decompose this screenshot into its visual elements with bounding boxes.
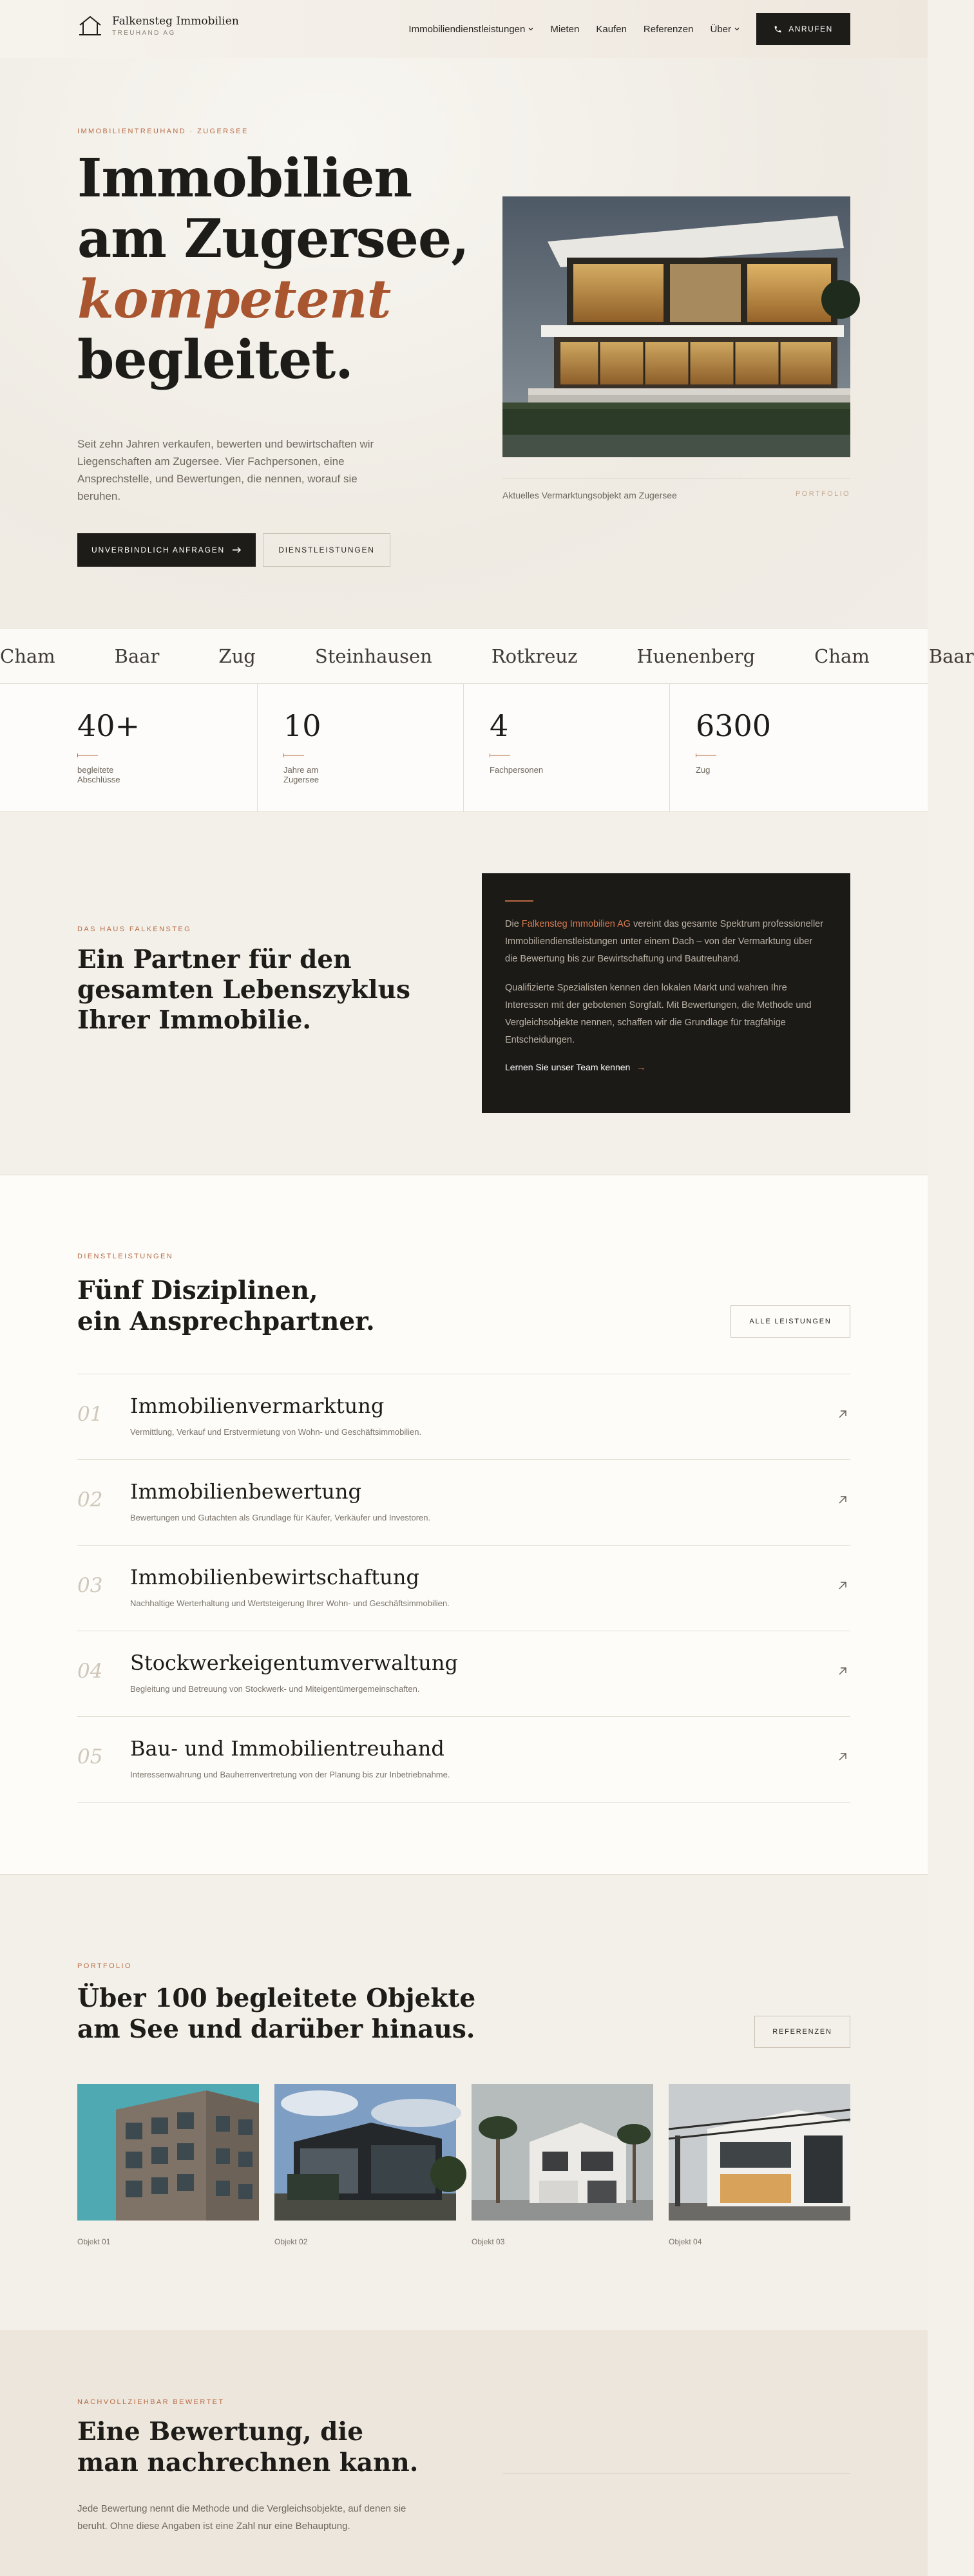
stat-item xyxy=(0,684,258,812)
phone-icon xyxy=(774,25,782,33)
stats-bar xyxy=(0,684,928,812)
object-label: Objekt 01 xyxy=(77,2237,111,2246)
object-label: Objekt 02 xyxy=(274,2237,308,2246)
ticker-item: Cham xyxy=(814,645,870,667)
arrow-up-right-icon xyxy=(837,1409,848,1419)
nav-kaufen[interactable]: Kaufen xyxy=(596,23,627,35)
stat-value: 10 xyxy=(283,708,321,743)
hero-property-photo xyxy=(502,196,850,457)
ticker-item: Baar xyxy=(928,645,974,667)
service-number: 01 xyxy=(77,1403,103,1426)
portfolio-object[interactable] xyxy=(274,2084,456,2246)
services-button[interactable]: DIENSTLEISTUNGEN xyxy=(263,533,390,567)
nav-mieten[interactable]: Mieten xyxy=(550,23,580,35)
portfolio-object[interactable] xyxy=(472,2084,653,2246)
service-description: Vermittlung, Verkauf und Erstvermietung von Wohn- und Geschäftsimmobilien. xyxy=(130,1427,422,1437)
stat-label: begleitete Abschlüsse xyxy=(77,765,120,784)
nav-referenzen[interactable]: Referenzen xyxy=(643,23,694,35)
arrow-right-icon: → xyxy=(636,1062,646,1072)
object-label: Objekt 04 xyxy=(669,2237,702,2246)
arrow-up-right-icon xyxy=(837,1752,848,1762)
arrow-up-right-icon xyxy=(837,1580,848,1591)
valuation-lead: Jede Bewertung nennt die Methode und die Vergleichsobjekte, auf denen sie beruht. Ohne diese Angaben ist eine Zahl nur eine Behauptung. xyxy=(77,2503,406,2532)
valuation-title: Eine Bewertung, die man nachrechnen kann. xyxy=(77,2417,419,2477)
stat-divider-mark xyxy=(490,753,510,757)
partner-section xyxy=(0,812,928,1175)
stat-item xyxy=(258,684,464,812)
partner-paragraph-2: Qualifizierte Spezialisten kennen den lokalen Markt und wahren Ihre Interessen mit der gebotenen Sorgfalt. Mit Bewertungen, die Methode und Vergleichsobjekte nennen, schaffen wir die Grundlage für tragfähige Entscheidungen. xyxy=(505,983,812,1045)
object-photo xyxy=(669,2084,850,2221)
service-title: Immobilienvermarktung xyxy=(130,1394,385,1418)
ticker-item: Huenenberg xyxy=(636,645,756,667)
object-photo xyxy=(77,2084,259,2221)
services-title: Fünf Disziplinen, ein Ansprechpartner. xyxy=(77,1276,375,1336)
services-list xyxy=(77,1374,850,1803)
hero-title: Immobilien am Zugersee, kompetent begleitet. xyxy=(77,147,469,391)
ticker-item: Rotkreuz xyxy=(491,645,578,667)
partner-paragraph-1: Die Falkensteg Immobilien AG vereint das gesamte Spektrum professioneller Immobiliendienstleistungen unter einem Dach – von der Vermarktung über die Bewertung bis zur Bewirtschaftung und Bautreuhand. xyxy=(505,919,824,964)
chevron-down-icon xyxy=(734,26,740,32)
service-description: Interessenwahrung und Bauherrenvertretung von der Planung bis zur Inbetriebnahme. xyxy=(130,1770,450,1779)
main-nav xyxy=(408,13,850,45)
ticker-item: Zug xyxy=(218,645,256,667)
object-photo xyxy=(472,2084,653,2221)
hero-eyebrow: IMMOBILIENTREUHAND · ZUGERSEE xyxy=(77,128,249,135)
location-ticker xyxy=(0,628,974,684)
brand-logo[interactable] xyxy=(77,14,239,37)
chevron-down-icon xyxy=(528,26,533,32)
partner-eyebrow: DAS HAUS FALKENSTEG xyxy=(77,925,192,933)
portfolio-object[interactable] xyxy=(77,2084,259,2246)
service-row[interactable] xyxy=(77,1374,850,1460)
services-section xyxy=(0,1175,928,1875)
service-title: Immobilienbewirtschaftung xyxy=(130,1565,419,1589)
ticker-item: Baar xyxy=(114,645,160,667)
stat-value: 40+ xyxy=(77,708,140,743)
hero-title-accent: kompetent xyxy=(77,269,391,330)
service-title: Stockwerkeigentumverwaltung xyxy=(130,1651,458,1675)
service-title: Bau- und Immobilientreuhand xyxy=(130,1736,444,1761)
portfolio-title: Über 100 begleitete Objekte am See und darüber hinaus. xyxy=(77,1984,476,2044)
service-row[interactable] xyxy=(77,1631,850,1717)
stat-item xyxy=(464,684,670,812)
stat-divider-mark xyxy=(283,753,304,757)
card-accent-line xyxy=(505,900,533,902)
ticker-item: Cham xyxy=(0,645,55,667)
service-description: Nachhaltige Werterhaltung und Wertsteigerung Ihrer Wohn- und Geschäftsimmobilien. xyxy=(130,1598,450,1608)
nav-immobiliendienstleistungen[interactable]: Immobiliendienstleistungen xyxy=(408,24,533,35)
portfolio-eyebrow: PORTFOLIO xyxy=(77,1962,132,1970)
hero-lead: Seit zehn Jahren verkaufen, bewerten und bewirtschaften wir Liegenschaften am Zugersee. Vier Fachpersonen, eine Ansprechstelle, und Bewertungen, die nennen, worauf sie beruhen. xyxy=(77,438,374,502)
references-button[interactable]: REFERENZEN xyxy=(754,2016,850,2048)
all-services-button[interactable]: ALLE LEISTUNGEN xyxy=(730,1305,850,1338)
stat-divider-mark xyxy=(77,753,98,757)
service-title: Immobilienbewertung xyxy=(130,1479,361,1504)
service-number: 05 xyxy=(77,1745,103,1768)
arrow-right-icon xyxy=(233,547,242,553)
service-number: 04 xyxy=(77,1660,103,1683)
service-row[interactable] xyxy=(77,1460,850,1546)
arrow-up-right-icon xyxy=(837,1495,848,1505)
arrow-up-right-icon xyxy=(837,1666,848,1676)
stat-label: Fachpersonen xyxy=(490,765,544,775)
company-name-highlight: Falkensteg Immobilien AG xyxy=(521,919,631,929)
service-row[interactable] xyxy=(77,1717,850,1803)
hero-photo-caption: Aktuelles Vermarktungsobjekt am Zugersee xyxy=(502,490,677,500)
portfolio-link[interactable]: PORTFOLIO xyxy=(796,490,850,498)
hero-section xyxy=(0,58,928,628)
service-number: 03 xyxy=(77,1574,103,1597)
object-photo xyxy=(274,2084,456,2221)
divider xyxy=(502,2473,850,2474)
stat-label: Jahre am Zugersee xyxy=(283,765,319,784)
brand-subtitle: TREUHAND AG xyxy=(112,30,176,37)
team-link[interactable]: Lernen Sie unser Team kennen → xyxy=(505,1062,646,1072)
valuation-eyebrow: NACHVOLLZIEHBAR BEWERTET xyxy=(77,2398,225,2406)
ticker-item: Steinhausen xyxy=(314,645,432,667)
object-label: Objekt 03 xyxy=(472,2237,505,2246)
service-description: Bewertungen und Gutachten als Grundlage für Käufer, Verkäufer und Investoren. xyxy=(130,1513,431,1522)
service-number: 02 xyxy=(77,1488,103,1511)
partner-card xyxy=(482,873,850,1113)
stat-item xyxy=(670,684,928,812)
service-row[interactable] xyxy=(77,1546,850,1631)
service-description: Begleitung und Betreuung von Stockwerk- und Miteigentümergemeinschaften. xyxy=(130,1684,420,1694)
portfolio-object[interactable] xyxy=(669,2084,850,2246)
brand-name: Falkensteg Immobilien xyxy=(112,15,239,28)
nav-ueber[interactable]: Über xyxy=(710,24,740,35)
stat-label: Zug xyxy=(696,765,711,775)
house-logo-icon xyxy=(77,14,103,37)
site-header xyxy=(0,0,928,58)
stat-value: 6300 xyxy=(696,708,772,743)
valuation-section xyxy=(0,2330,928,2576)
partner-title: Ein Partner für den gesamten Lebenszyklus Ihrer Immobilie. xyxy=(77,945,410,1035)
services-eyebrow: DIENSTLEISTUNGEN xyxy=(77,1253,174,1260)
call-button[interactable]: ANRUFEN xyxy=(756,13,850,45)
stat-value: 4 xyxy=(490,708,509,743)
portfolio-section xyxy=(0,1875,928,2330)
inquiry-button[interactable]: UNVERBINDLICH ANFRAGEN xyxy=(77,533,256,567)
stat-divider-mark xyxy=(696,753,716,757)
